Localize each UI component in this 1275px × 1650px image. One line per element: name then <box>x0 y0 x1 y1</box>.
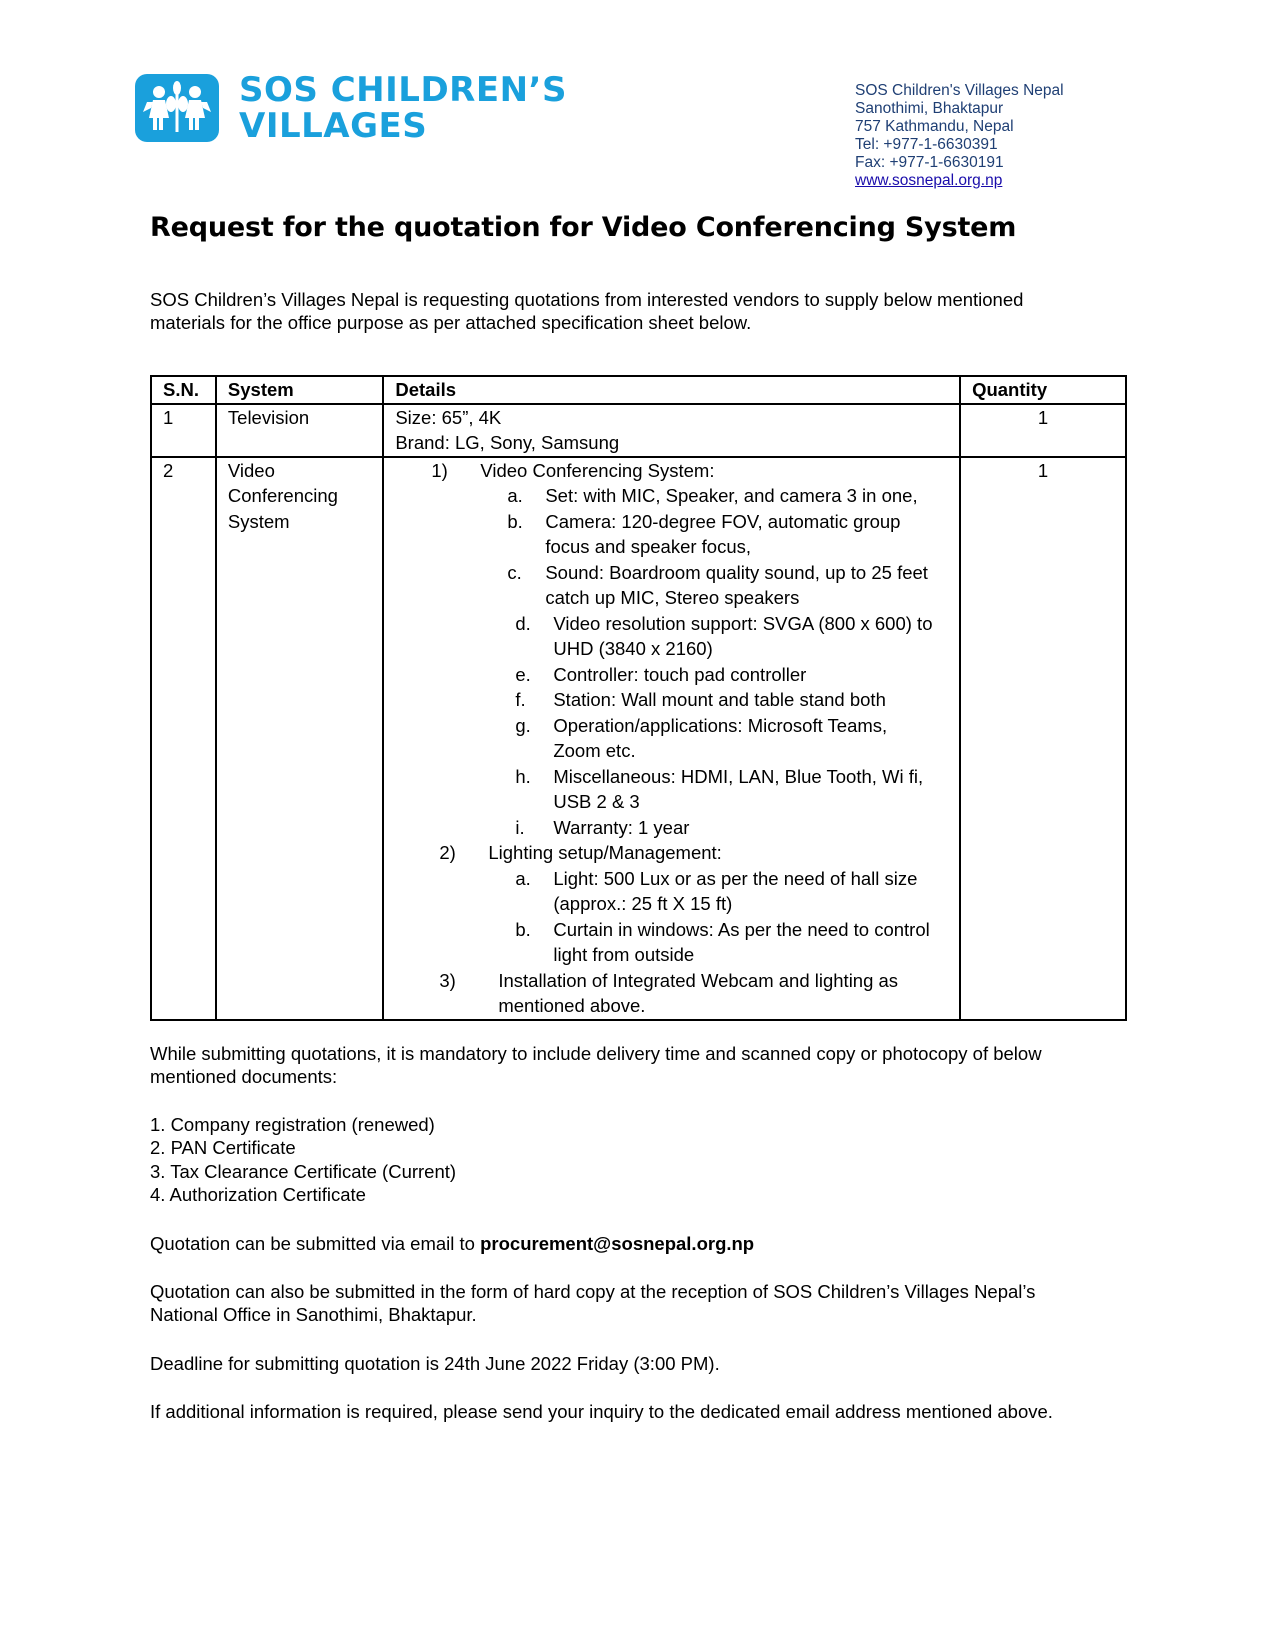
list-marker: 3) <box>439 969 456 991</box>
deadline-text: Deadline for submitting quotation is 24th June 2022 Friday (3:00 PM). <box>150 1353 720 1374</box>
detail-section-1 <box>395 458 948 484</box>
row1-detail-size: Size: 65”, 4K <box>395 406 502 428</box>
specification-table <box>150 375 1127 1021</box>
detail-item-h <box>395 764 948 790</box>
list-marker: d. <box>515 612 531 634</box>
list-text: Sound: Boardroom quality sound, up to 25 feet <box>545 561 928 583</box>
org-address <box>855 82 1064 190</box>
header-system: System <box>216 376 383 404</box>
list-marker: c. <box>507 561 522 583</box>
list-marker: h. <box>515 765 531 787</box>
row2-system-line-3: System <box>227 510 290 532</box>
header-quantity: Quantity <box>960 376 1126 404</box>
header-details: Details <box>383 376 960 404</box>
detail-item-b <box>395 509 948 535</box>
row1-sn: 1 <box>151 404 216 457</box>
address-fax: Fax: +977-1-6630191 <box>855 154 1004 171</box>
intro-line-2: materials for the office purpose as per attached specification sheet below. <box>150 312 752 333</box>
row2-system-line-1: Video <box>227 459 275 481</box>
list-text: Video resolution support: SVGA (800 x 600) to <box>553 612 933 634</box>
list-text: Curtain in windows: As per the need to control <box>553 918 930 940</box>
row1-details <box>383 404 960 457</box>
docs-intro-line-2: mentioned documents: <box>150 1066 338 1087</box>
detail-item-h-cont: USB 2 & 3 <box>553 791 640 812</box>
list-marker: e. <box>515 663 531 685</box>
row2-quantity: 1 <box>960 457 1126 1020</box>
additional-info-text: If additional information is required, please send your inquiry to the dedicated email address mentioned above. <box>150 1401 1053 1422</box>
list-text: Controller: touch pad controller <box>553 663 807 685</box>
row2-system-line-2: Conferencing <box>227 485 338 506</box>
detail-item-d <box>395 611 948 637</box>
address-tel: Tel: +977-1-6630391 <box>855 136 998 153</box>
list-marker: a. <box>507 485 523 506</box>
logo-line-2: VILLAGES <box>239 106 428 146</box>
list-text: Miscellaneous: HDMI, LAN, Blue Tooth, Wi fi, <box>553 765 924 787</box>
detail-item-f <box>395 687 948 713</box>
list-text: Installation of Integrated Webcam and lighting as <box>498 969 899 991</box>
header-sn: S.N. <box>151 376 216 404</box>
detail-item-a <box>395 483 948 509</box>
sos-children-icon <box>135 74 219 142</box>
list-marker: i. <box>515 816 525 838</box>
list-marker: g. <box>515 714 531 736</box>
email-prefix: Quotation can be submitted via email to <box>150 1233 481 1254</box>
document-item-2: 2. PAN Certificate <box>150 1137 296 1158</box>
list-marker: 2) <box>439 842 456 863</box>
email-submission-line <box>150 1232 754 1256</box>
row2-details <box>383 457 960 1020</box>
list-text: Video Conferencing System: <box>480 459 715 481</box>
document-item-3: 3. Tax Clearance Certificate (Current) <box>150 1161 457 1182</box>
document-item-1: 1. Company registration (renewed) <box>150 1114 435 1135</box>
row1-quantity: 1 <box>960 404 1126 457</box>
detail-item-2a <box>395 866 948 892</box>
detail-item-c-cont: catch up MIC, Stereo speakers <box>545 587 800 608</box>
page-title: Request for the quotation for Video Conferencing System <box>150 212 1017 243</box>
list-marker: a. <box>515 867 531 889</box>
list-text: Set: with MIC, Speaker, and camera 3 in one, <box>545 485 918 506</box>
list-text: Warranty: 1 year <box>553 816 690 838</box>
row1-system: Television <box>216 404 383 457</box>
list-text: Camera: 120-degree FOV, automatic group <box>545 510 901 532</box>
detail-section-3 <box>395 968 948 994</box>
detail-item-c <box>395 560 948 586</box>
address-line-2: 757 Kathmandu, Nepal <box>855 118 1014 135</box>
detail-item-g-cont: Zoom etc. <box>553 740 636 761</box>
website-link[interactable]: www.sosnepal.org.np <box>855 172 1003 189</box>
document-item-4: 4. Authorization Certificate <box>150 1184 366 1205</box>
detail-item-2b-cont: light from outside <box>553 944 695 965</box>
list-marker: 1) <box>431 459 448 481</box>
address-org: SOS Children's Villages Nepal <box>855 82 1064 99</box>
row2-system <box>216 457 383 1020</box>
row2-sn: 2 <box>151 457 216 1020</box>
list-marker: f. <box>515 689 526 710</box>
list-text: Station: Wall mount and table stand both <box>553 689 886 710</box>
list-text: Light: 500 Lux or as per the need of hall size <box>553 867 918 889</box>
list-text: Lighting setup/Management: <box>488 842 722 863</box>
detail-item-2b <box>395 917 948 943</box>
detail-item-i <box>395 815 948 841</box>
detail-item-e <box>395 662 948 688</box>
detail-item-2a-cont: (approx.: 25 ft X 15 ft) <box>553 893 733 914</box>
sos-logo <box>135 72 567 144</box>
detail-item-g <box>395 713 948 739</box>
address-line-1: Sanothimi, Bhaktapur <box>855 100 1004 117</box>
procurement-email[interactable]: procurement@sosnepal.org.np <box>480 1233 755 1254</box>
hardcopy-line-2: National Office in Sanothimi, Bhaktapur. <box>150 1304 477 1325</box>
table-row <box>151 404 1126 457</box>
table-row <box>151 457 1126 1020</box>
docs-intro-line-1: While submitting quotations, it is mandatory to include delivery time and scanned copy or photocopy of below <box>150 1043 1042 1064</box>
logo-line-1: SOS CHILDREN’S <box>239 70 567 110</box>
table-header-row <box>151 376 1126 404</box>
row1-detail-brand: Brand: LG, Sony, Samsung <box>395 432 620 453</box>
detail-item-d-cont: UHD (3840 x 2160) <box>553 638 713 659</box>
detail-section-2 <box>395 840 948 866</box>
list-marker: b. <box>515 918 531 940</box>
list-marker: b. <box>507 510 523 532</box>
intro-line-1: SOS Children’s Villages Nepal is requesting quotations from interested vendors to supply below mentioned <box>150 289 1024 310</box>
list-text: Operation/applications: Microsoft Teams, <box>553 714 888 736</box>
logo-wordmark <box>239 72 567 144</box>
hardcopy-line-1: Quotation can also be submitted in the form of hard copy at the reception of SOS Children’s Villages Nepal’s <box>150 1281 1036 1302</box>
detail-item-b-cont: focus and speaker focus, <box>545 536 752 557</box>
detail-section-3-cont: mentioned above. <box>498 995 646 1016</box>
